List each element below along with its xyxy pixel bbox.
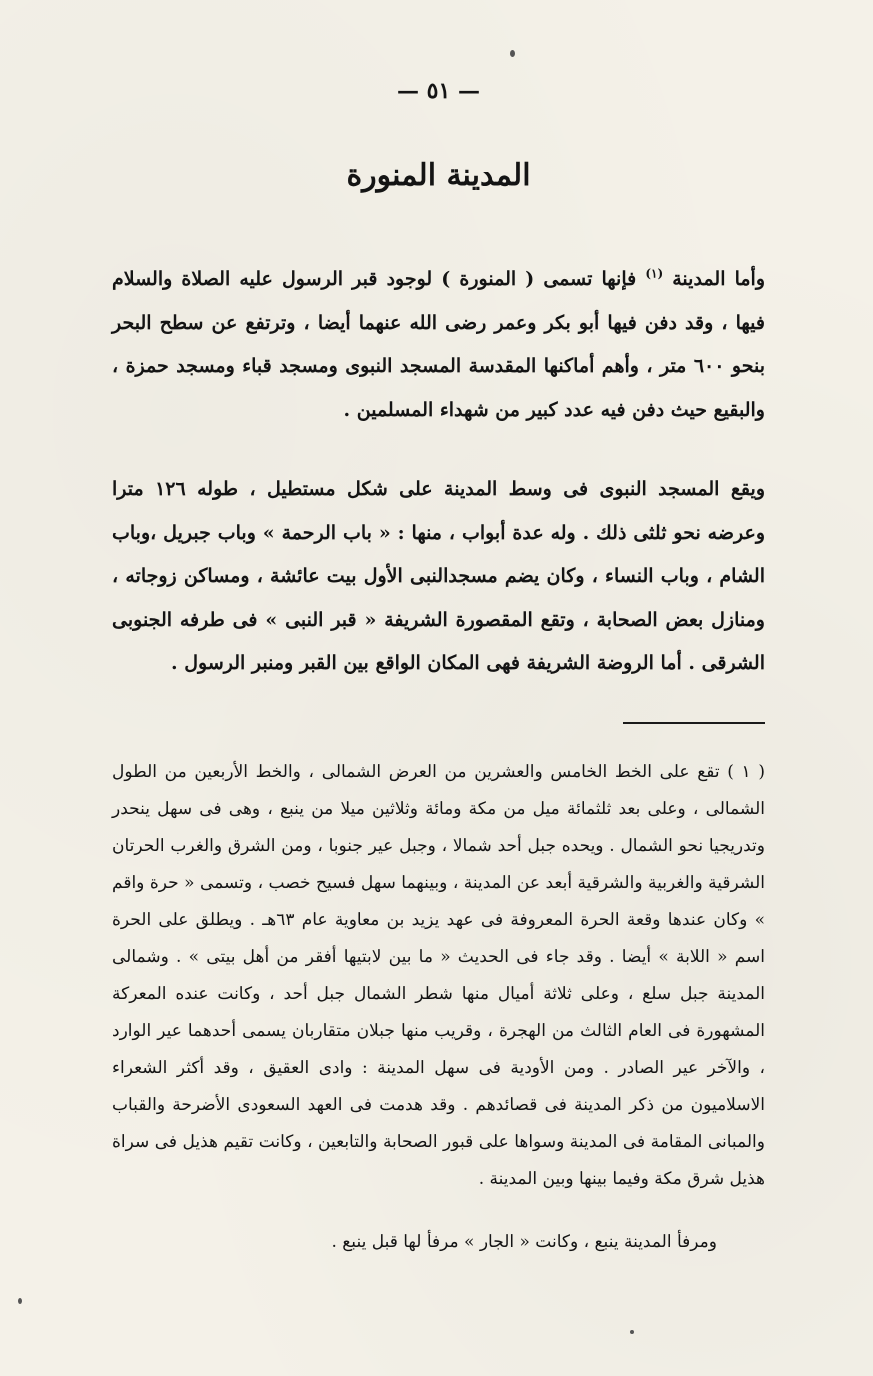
paragraph-2 (112, 468, 765, 686)
footnote-marker: (١) (645, 267, 664, 281)
page-number: — ٥١ — (397, 78, 480, 104)
footnote-text: ( ١ ) تقع على الخط الخامس والعشرين من العرض الشمالى ، والخط الأربعين من الطول الشمالى ، وعلى بعد ثلثمائة ميل من مكة ومائة وثلاثين ميلا من ينبع ، وهى فى سهل ينحدر وتدريجيا نحو الشمال . ويحده جبل أحد شمالا ، وجبل عير جنوبا ، ومن الشرق والغرب الحرتان الشرقية والغربية والشرقية أبعد عن المدينة ، وبينهما سهل فسيح خصب ، وتسمى « حرة واقم » وكان عندها وقعة الحرة المعروفة فى عهد يزيد بن معاوية عام ٦٣هـ . ويطلق على الحرة اسم « اللابة » أيضا . وقد جاء فى الحديث « ما بين لابتيها أفقر من أهل بيتى » . وشمالى المدينة جبل سلع ، وعلى ثلاثة أميال منها شطر الشمال جبل أحد ، وكانت عنده المعركة المشهورة فى العام الثالث من الهجرة ، وقريب منها جبلان متقاربان يسمى أحدهما عير الوارد ، والآخر عير الصادر . ومن الأودية فى سهل المدينة : وادى العقيق ، وقد أكثر الشعراء الاسلاميون من ذكر المدينة فى قصائدهم . وقد هدمت فى العهد السعودى الأضرحة والقباب والمبانى المقامة فى المدينة وسواها على قبور الصحابة والتابعين ، وكانت تقيم هذيل فى سراة هذيل شرق مكة وفيما بينها وبين المدينة . (112, 761, 765, 1189)
paragraph-2-text: ويقع المسجد النبوى فى وسط المدينة على شكل مستطيل ، طوله ١٢٦ مترا وعرضه نحو ثلثى ذلك . وله عدة أبواب ، منها : « باب الرحمة » وباب جبريل ،وباب الشام ، وباب النساء ، وكان يضم مسجدالنبى الأول بيت عائشة ، ومساكن زوجاته ، ومنازل بعض الصحابة ، وتقع المقصورة الشريفة « قبر النبى » فى طرفه الجنوبى الشرقى . أما الروضة الشريفة فهى المكان الواقع بين القبر ومنبر الرسول . (112, 478, 765, 675)
footnote (112, 754, 765, 1198)
scan-speck (510, 50, 515, 57)
closing-line: ومرفأ المدينة ينبع ، وكانت « الجار » مرفأ لها قبل ينبع . (331, 1231, 717, 1252)
paragraph-1-text: وأما المدينة $^{(١)}$ فإنها تسمى ( المنورة ) لوجود قبر الرسول عليه الصلاة والسلام فيها ، وقد دفن فيها أبو بكر وعمر رضى الله عنهما أيضا ، وترتفع عن سطح البحر بنحو ٦٠٠ متر ، وأهم أماكنها المقدسة المسجد النبوى ومسجد قباء ومسجد حمزة ، والبقيع حيث دفن فيه عدد كبير من شهداء المسلمين . (112, 267, 765, 421)
scan-speck (630, 1330, 634, 1334)
page-title: المدينة المنورة (346, 158, 531, 193)
scan-speck (18, 1298, 22, 1304)
paragraph-1 (112, 253, 765, 432)
footnote-divider (623, 722, 765, 724)
